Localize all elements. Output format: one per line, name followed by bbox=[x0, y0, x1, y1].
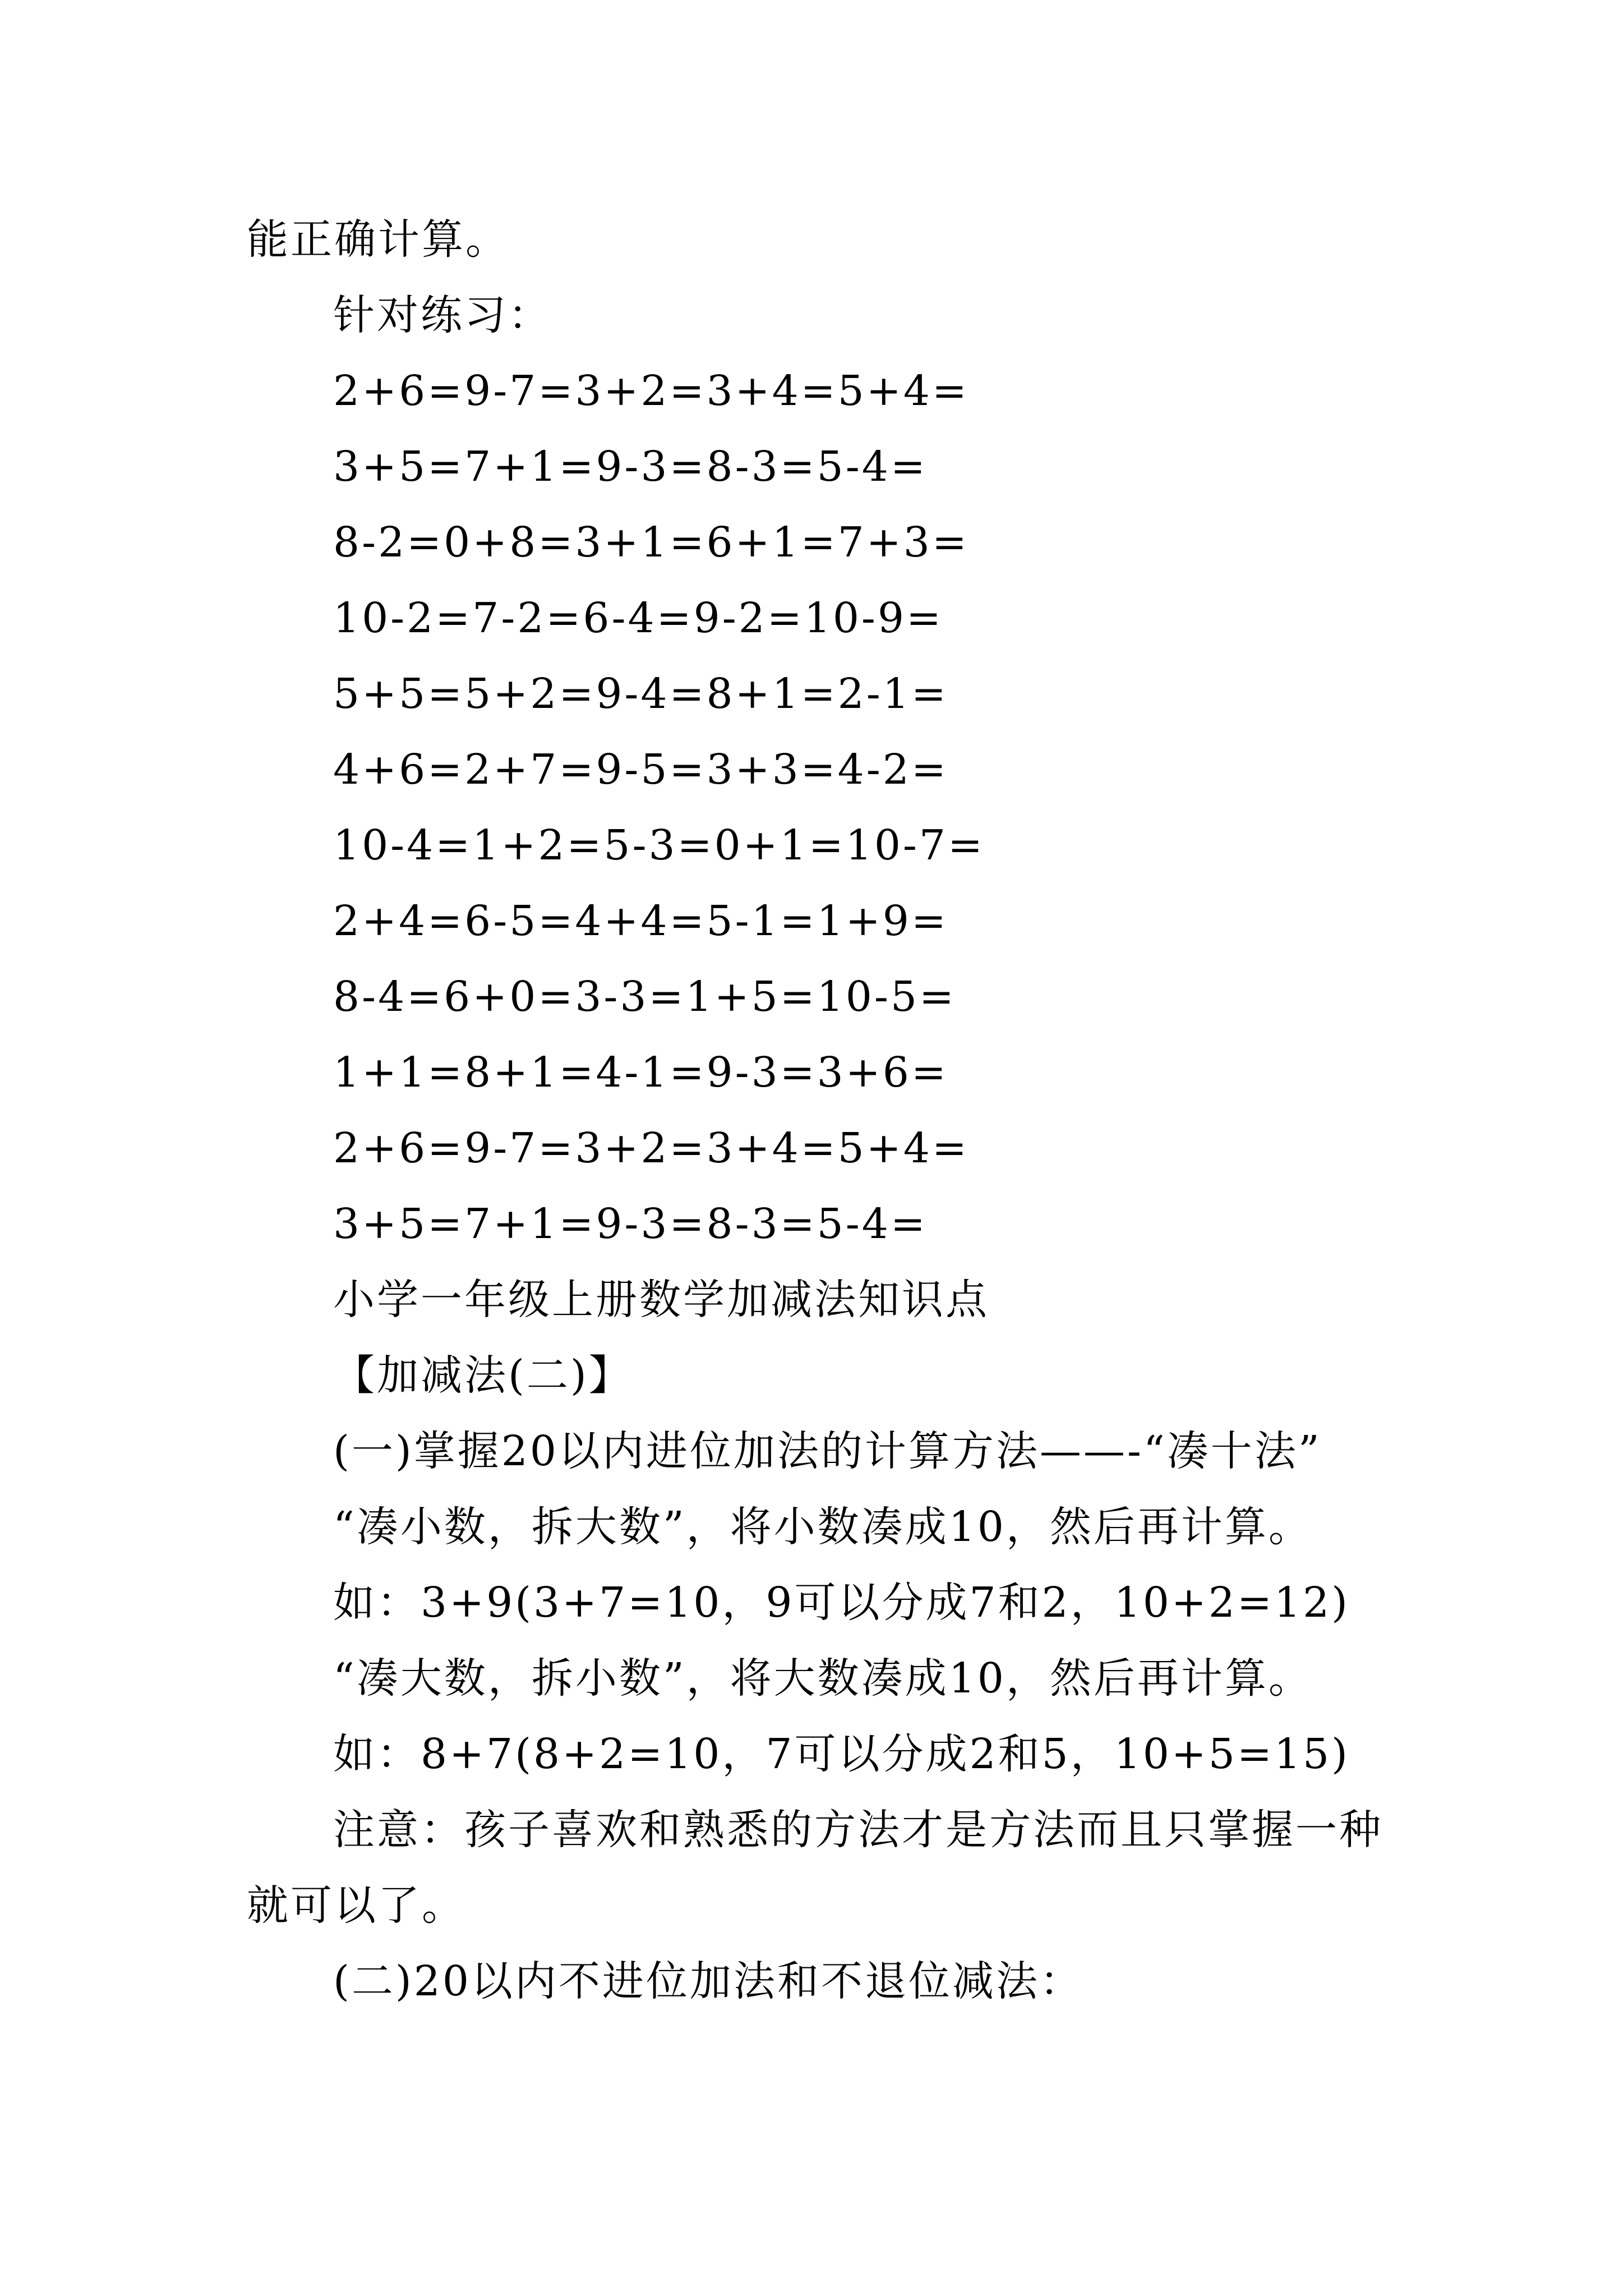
text-line: 就可以了。 bbox=[247, 1881, 465, 1930]
text-line: (一)掌握20以内进位加法的计算方法——-“凑十法” bbox=[333, 1427, 1322, 1475]
text-line: “凑小数，拆大数”，将小数凑成10，然后再计算。 bbox=[333, 1503, 1312, 1551]
text-line: “凑大数，拆小数”，将大数凑成10，然后再计算。 bbox=[333, 1654, 1312, 1703]
text-line: 小学一年级上册数学加减法知识点 bbox=[333, 1276, 989, 1324]
text-line: 【加减法(二)】 bbox=[333, 1351, 633, 1400]
text-line: 注意：孩子喜欢和熟悉的方法才是方法而且只掌握一种 bbox=[333, 1806, 1383, 1854]
text-line: 8-4=6+0=3-3=1+5=10-5= bbox=[333, 973, 956, 1021]
text-line: 针对练习： bbox=[333, 291, 552, 339]
text-line: 10-2=7-2=6-4=9-2=10-9= bbox=[333, 594, 944, 642]
text-line: 10-4=1+2=5-3=0+1=10-7= bbox=[333, 821, 985, 869]
text-line: 能正确计算。 bbox=[247, 215, 509, 264]
text-line: 1+1=8+1=4-1=9-3=3+6= bbox=[333, 1048, 948, 1097]
text-line: 3+5=7+1=9-3=8-3=5-4= bbox=[333, 443, 928, 491]
text-line: 2+4=6-5=4+4=5-1=1+9= bbox=[333, 897, 948, 945]
text-line: 2+6=9-7=3+2=3+4=5+4= bbox=[333, 1124, 969, 1172]
text-line: 如：8+7(8+2=10，7可以分成2和5，10+5=15) bbox=[333, 1730, 1350, 1778]
text-line: 5+5=5+2=9-4=8+1=2-1= bbox=[333, 670, 948, 718]
text-line: 4+6=2+7=9-5=3+3=4-2= bbox=[333, 746, 948, 794]
text-line: 2+6=9-7=3+2=3+4=5+4= bbox=[333, 367, 969, 415]
text-line: 8-2=0+8=3+1=6+1=7+3= bbox=[333, 518, 969, 567]
text-line: (二)20以内不进位加法和不退位减法： bbox=[333, 1957, 1083, 2005]
text-line: 3+5=7+1=9-3=8-3=5-4= bbox=[333, 1200, 928, 1248]
text-line: 如：3+9(3+7=10，9可以分成7和2，10+2=12) bbox=[333, 1579, 1350, 1627]
